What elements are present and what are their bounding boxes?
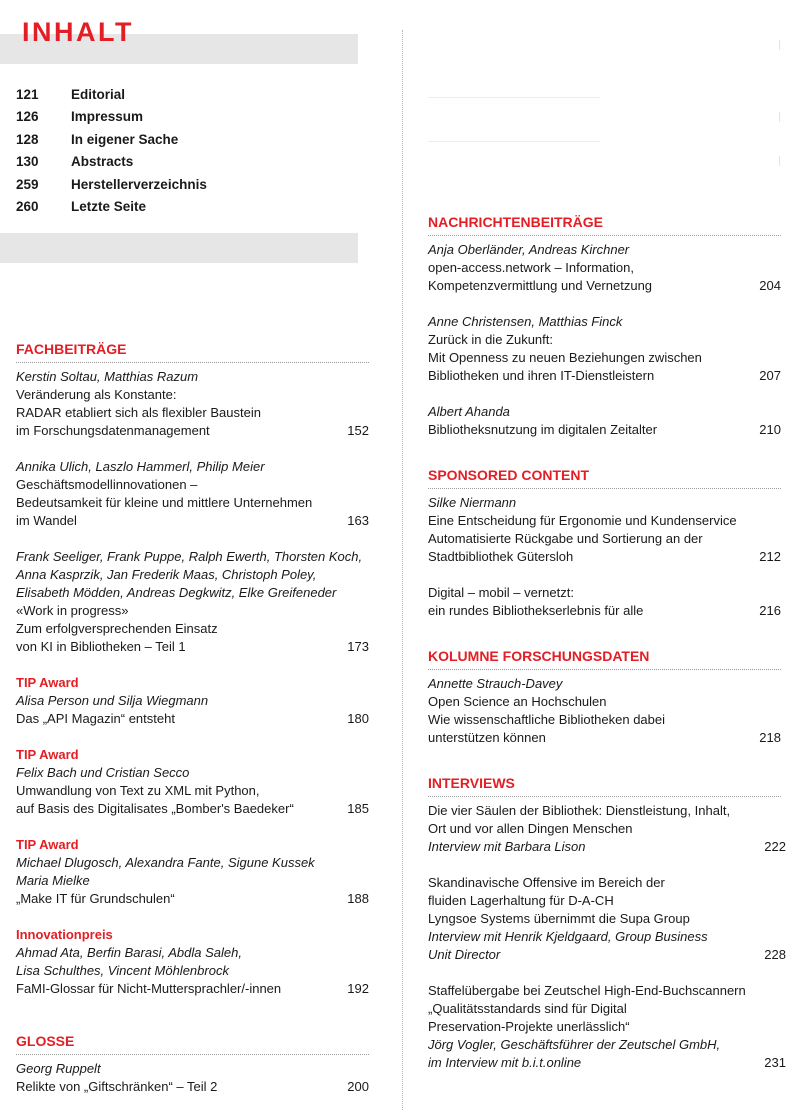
- section-entries: [16, 1060, 369, 1096]
- article-entry[interactable]: [428, 494, 781, 566]
- article-title: ein rundes Bibliothekserlebnis für alle: [428, 603, 644, 618]
- article-entry[interactable]: [16, 674, 369, 728]
- article-title: Kompetenzvermittlung und Vernetzung: [428, 278, 653, 293]
- article-title: Wie wissenschaftliche Bibliotheken dabei: [428, 712, 666, 727]
- faint-line: [428, 97, 600, 98]
- toc-link[interactable]: [16, 151, 207, 174]
- toc-label: Abstracts: [71, 154, 134, 170]
- article-title: Zum erfolgversprechenden Einsatz: [16, 621, 218, 636]
- award-label: Innovationpreis: [16, 927, 113, 942]
- article-title: FaMI-Glossar für Nicht-Muttersprachler/-innen: [16, 981, 282, 996]
- interview-partner: Interview mit Henrik Kjeldgaard, Group Business: [428, 929, 708, 944]
- article-title: Ort und vor allen Dingen Menschen: [428, 821, 633, 836]
- article-title: RADAR etabliert sich als flexibler Baustein: [16, 405, 261, 420]
- article-authors: Elisabeth Mödden, Andreas Degkwitz, Elke Greifeneder: [16, 585, 337, 600]
- left-column: [16, 340, 369, 1096]
- article-title: Geschäftsmodellinnovationen –: [16, 477, 198, 492]
- interview-partner: im Interview mit b.i.t.online: [428, 1055, 582, 1070]
- page-number: 192: [347, 981, 369, 996]
- toc-link[interactable]: [16, 196, 207, 219]
- article-title: Relikte von „Giftschränken“ – Teil 2: [16, 1079, 218, 1094]
- page-number: 207: [759, 368, 781, 383]
- article-entry[interactable]: [428, 982, 786, 1072]
- section-sponsored: [428, 466, 781, 620]
- toc-page-number: 130: [16, 154, 39, 170]
- page-number: 216: [759, 603, 781, 618]
- article-title: von KI in Bibliotheken – Teil 1: [16, 639, 186, 654]
- toc-page-number: 126: [16, 109, 39, 125]
- page-number: 218: [759, 730, 781, 745]
- article-title: auf Basis des Digitalisates „Bomber's Baedeker“: [16, 801, 294, 816]
- award-label: TIP Award: [16, 837, 79, 852]
- toc-link[interactable]: [16, 128, 207, 151]
- article-authors: Kerstin Soltau, Matthias Razum: [16, 369, 199, 384]
- article-title: im Forschungsdatenmanagement: [16, 423, 210, 438]
- toc-label: Herstellerverzeichnis: [71, 176, 207, 192]
- article-title: Staffelübergabe bei Zeutschel High-End-Buchscannern: [428, 983, 746, 998]
- article-title: Bibliotheksnutzung im digitalen Zeitalter: [428, 422, 658, 437]
- article-authors: Annika Ulich, Laszlo Hammerl, Philip Meier: [16, 459, 265, 474]
- article-entry[interactable]: [16, 926, 369, 998]
- section-heading: SPONSORED CONTENT: [428, 466, 781, 489]
- article-entry[interactable]: [16, 458, 369, 530]
- section-heading: INTERVIEWS: [428, 774, 781, 797]
- section-heading: NACHRICHTENBEITRÄGE: [428, 213, 781, 236]
- page-number: 163: [347, 513, 369, 528]
- section-entries: [428, 675, 781, 747]
- article-entry[interactable]: [428, 802, 786, 856]
- section-entries: [428, 494, 781, 620]
- article-entry[interactable]: [428, 241, 781, 295]
- article-title: Stadtbibliothek Gütersloh: [428, 549, 574, 564]
- faint-line: [428, 141, 600, 142]
- toc-link[interactable]: [16, 83, 207, 106]
- article-title: open-access.network – Information,: [428, 260, 634, 275]
- decorative-band: [0, 233, 358, 263]
- section-entries: [428, 241, 781, 439]
- article-authors: Lisa Schulthes, Vincent Möhlenbrock: [16, 963, 229, 978]
- article-title: Eine Entscheidung für Ergonomie und Kundenservice: [428, 513, 737, 528]
- toc-page-number: 259: [16, 176, 39, 192]
- toc-link[interactable]: [16, 173, 207, 196]
- article-entry[interactable]: [428, 874, 786, 964]
- interview-partner: Interview mit Barbara Lison: [428, 839, 586, 854]
- article-title: Mit Openness zu neuen Beziehungen zwischen: [428, 350, 702, 365]
- toc-page-number: 121: [16, 86, 39, 102]
- section-heading: KOLUMNE FORSCHUNGSDATEN: [428, 647, 781, 670]
- page-number: 200: [347, 1079, 369, 1094]
- article-authors: Maria Mielke: [16, 873, 90, 888]
- article-title: Digital – mobil – vernetzt:: [428, 585, 574, 600]
- toc-label: Letzte Seite: [71, 199, 147, 215]
- award-label: TIP Award: [16, 747, 79, 762]
- section-entries: [16, 368, 369, 998]
- article-title: «Work in progress»: [16, 603, 129, 618]
- article-title: Bibliotheken und ihren IT-Dienstleistern: [428, 368, 655, 383]
- article-authors: Anja Oberländer, Andreas Kirchner: [428, 242, 630, 257]
- toc-page-number: 128: [16, 131, 39, 147]
- right-column: [428, 213, 786, 1072]
- article-authors: Felix Bach und Cristian Secco: [16, 765, 190, 780]
- faint-tick: [779, 112, 780, 122]
- article-title: Lyngsoe Systems übernimmt die Supa Group: [428, 911, 690, 926]
- article-title: Automatisierte Rückgabe und Sortierung an der: [428, 531, 703, 546]
- article-title: Zurück in die Zukunft:: [428, 332, 553, 347]
- section-glosse: [16, 1032, 369, 1096]
- page-title: INHALT: [22, 17, 134, 47]
- article-title: Veränderung als Konstante:: [16, 387, 177, 402]
- article-authors: Annette Strauch-Davey: [428, 676, 563, 691]
- article-authors: Anne Christensen, Matthias Finck: [428, 314, 623, 329]
- page-number: 185: [347, 801, 369, 816]
- article-entry[interactable]: [428, 313, 781, 385]
- toc-label: Impressum: [71, 109, 144, 125]
- article-authors: Alisa Person und Silja Wiegmann: [16, 693, 209, 708]
- interview-partner: Jörg Vogler, Geschäftsführer der Zeutschel GmbH,: [428, 1037, 721, 1052]
- article-title: „Qualitätsstandards sind für Digital: [428, 1001, 627, 1016]
- article-authors: Frank Seeliger, Frank Puppe, Ralph Ewerth, Thorsten Koch,: [16, 549, 363, 564]
- page-number: 231: [764, 1055, 786, 1070]
- toc-label: Editorial: [71, 86, 126, 102]
- article-entry[interactable]: [16, 548, 369, 656]
- article-entry[interactable]: [16, 368, 369, 440]
- article-title: Das „API Magazin“ entsteht: [16, 711, 175, 726]
- section-kolumne: [428, 647, 781, 747]
- article-entry[interactable]: [16, 746, 369, 818]
- article-authors: Anna Kasprzik, Jan Frederik Maas, Christoph Poley,: [16, 567, 317, 582]
- section-nachrichten: [428, 213, 781, 439]
- article-title: Bedeutsamkeit für kleine und mittlere Unternehmen: [16, 495, 313, 510]
- section-interviews: [428, 774, 786, 1072]
- article-entry[interactable]: [16, 1060, 369, 1096]
- faint-tick: [779, 156, 780, 166]
- page-number: 152: [347, 423, 369, 438]
- article-title: Open Science an Hochschulen: [428, 694, 607, 709]
- faint-tick: [779, 40, 780, 50]
- page-number: 204: [759, 278, 781, 293]
- article-title: Skandinavische Offensive im Bereich der: [428, 875, 665, 890]
- toc-label: In eigener Sache: [71, 131, 179, 147]
- toc-link[interactable]: [16, 106, 207, 129]
- page-number: 228: [764, 947, 786, 962]
- article-authors: Albert Ahanda: [428, 404, 510, 419]
- section-entries: [428, 802, 786, 1072]
- toc-page-number: 260: [16, 199, 39, 215]
- page-number: 180: [347, 711, 369, 726]
- article-authors: Georg Ruppelt: [16, 1061, 101, 1076]
- article-entry[interactable]: [428, 675, 781, 747]
- article-title: im Wandel: [16, 513, 77, 528]
- quick-links: [16, 83, 207, 218]
- section-fachbeitraege: [16, 340, 369, 998]
- article-authors: Silke Niermann: [428, 495, 517, 510]
- page-number: 173: [347, 639, 369, 654]
- article-title: Die vier Säulen der Bibliothek: Dienstleistung, Inhalt,: [428, 803, 731, 818]
- section-heading: GLOSSE: [16, 1032, 369, 1055]
- interview-partner: Unit Director: [428, 947, 501, 962]
- section-heading: FACHBEITRÄGE: [16, 340, 369, 363]
- article-title: „Make IT für Grundschulen“: [16, 891, 175, 906]
- article-title: Umwandlung von Text zu XML mit Python,: [16, 783, 260, 798]
- article-entry[interactable]: [16, 836, 369, 908]
- article-authors: Michael Dlugosch, Alexandra Fante, Sigune Kussek: [16, 855, 315, 870]
- award-label: TIP Award: [16, 675, 79, 690]
- page-number: 222: [764, 839, 786, 854]
- page-number: 210: [759, 422, 781, 437]
- article-title: unterstützen können: [428, 730, 546, 745]
- page-number: 212: [759, 549, 781, 564]
- article-entry[interactable]: [428, 584, 781, 620]
- page-number: 188: [347, 891, 369, 906]
- article-authors: Ahmad Ata, Berfin Barasi, Abdla Saleh,: [16, 945, 242, 960]
- column-divider: [402, 30, 403, 1110]
- article-title: Preservation-Projekte unerlässlich“: [428, 1019, 630, 1034]
- article-title: fluiden Lagerhaltung für D-A-CH: [428, 893, 614, 908]
- article-entry[interactable]: [428, 403, 781, 439]
